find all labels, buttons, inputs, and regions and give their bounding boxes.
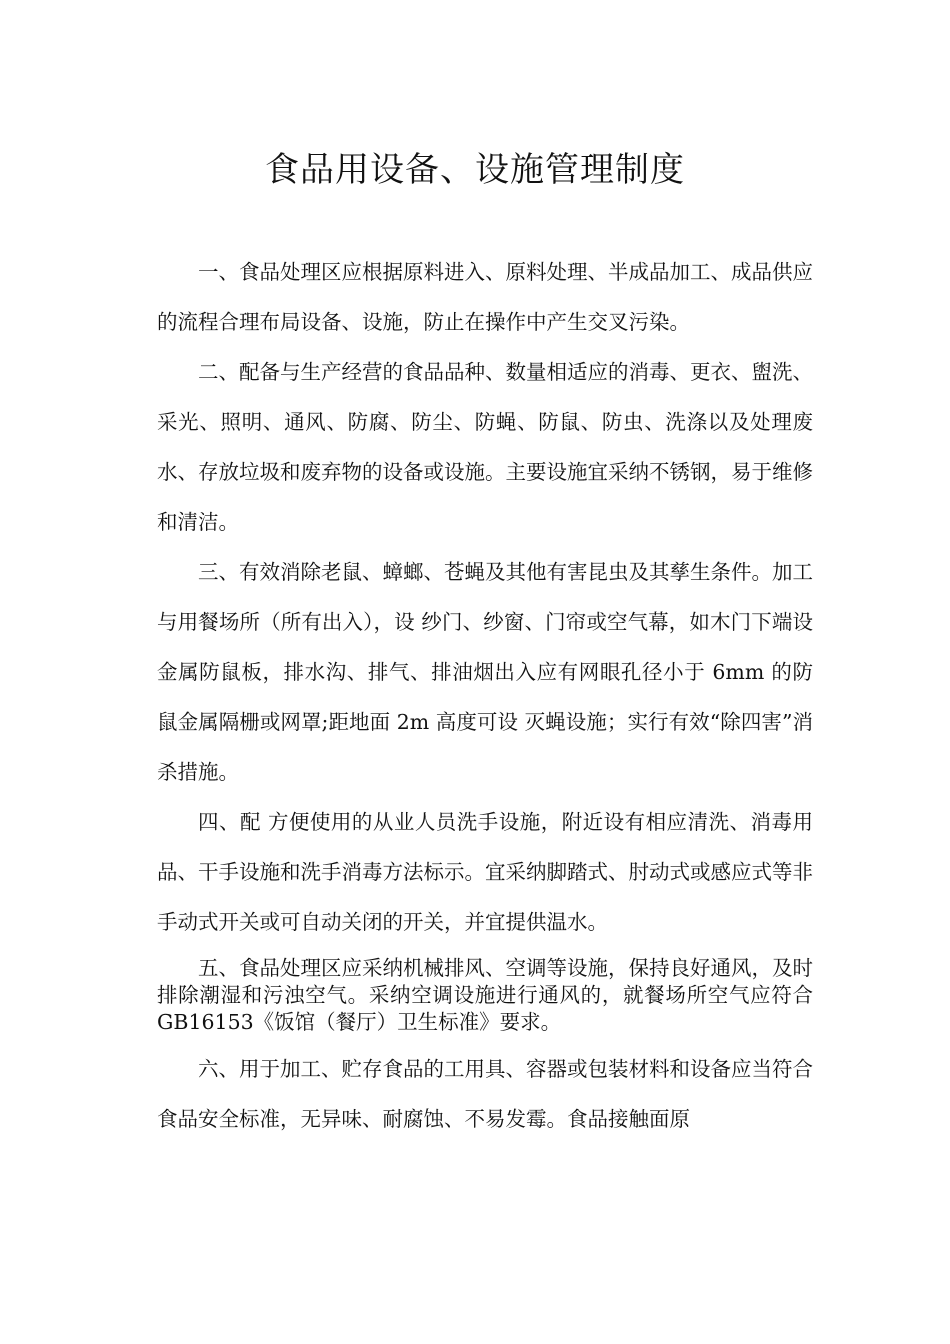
paragraph-6: 六、用于加工、贮存食品的工用具、容器或包装材料和设备应当符合食品安全标准，无异味、耐腐蚀、不易发霉。食品接触面原 xyxy=(157,1057,813,1131)
paragraph-2: 二、配备与生产经营的食品品种、数量相适应的消毒、更衣、盥洗、采光、照明、通风、防腐、防尘、防蝇、防鼠、防虫、洗涤以及处理废水、存放垃圾和废弃物的设备或设施。主要设施宜采纳不锈钢，易于维修和清洁。 xyxy=(157,360,813,534)
paragraph-3: 三、有效消除老鼠、蟑螂、苍蝇及其他有害昆虫及其孳生条件。加工与用餐场所（所有出入），设 纱门、纱窗、门帘或空气幕，如木门下端设金属防鼠板，排水沟、排气、排油烟出入应有网眼孔径小于 6mm 的防鼠金属隔栅或网罩;距地面 2m 高度可设 灭蝇设施；实行有效“除四害”消杀措施。 xyxy=(157,560,813,784)
document-body xyxy=(157,247,813,1144)
page-title: 食品用设备、设施管理制度 xyxy=(265,150,685,190)
paragraph-5: 五、食品处理区应采纳机械排风、空调等设施，保持良好通风，及时排除潮湿和污浊空气。采纳空调设施进行通风的，就餐场所空气应符合 GB16153《饭馆（餐厅）卫生标准》要求。 xyxy=(157,956,813,1034)
paragraph-1: 一、食品处理区应根据原料进入、原料处理、半成品加工、成品供应的流程合理布局设备、设施，防止在操作中产生交叉污染。 xyxy=(157,260,813,334)
paragraph-4: 四、配 方便使用的从业人员洗手设施，附近设有相应清洗、消毒用品、干手设施和洗手消毒方法标示。宜采纳脚踏式、肘动式或感应式等非手动式开关或可自动关闭的开关，并宜提供温水。 xyxy=(157,810,813,934)
